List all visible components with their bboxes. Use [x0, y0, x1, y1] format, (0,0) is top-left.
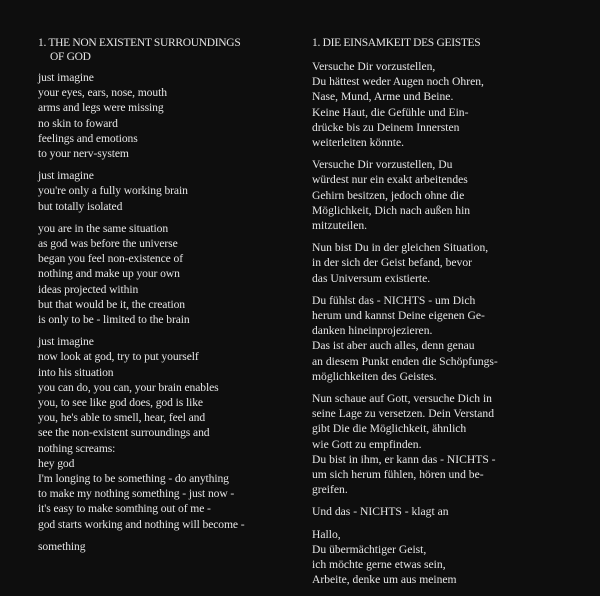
lyrics-line: seine Lage zu versetzen. Dein Verstand [312, 407, 494, 421]
lyrics-line: you are in the same situation [38, 221, 169, 235]
lyrics-line: to make my nothing something - just now - [38, 487, 235, 501]
lyrics-line: now look at god, try to put yourself [38, 350, 199, 364]
lyrics-stanza [312, 504, 574, 519]
lyrics-line: just imagine [38, 169, 94, 183]
lyrics-line: you can do, you can, your brain enables [38, 380, 219, 394]
lyrics-stanza [312, 293, 574, 384]
lyrics-line: hey god [38, 456, 75, 470]
lyrics-line: nothing screams: [38, 441, 116, 455]
lyrics-line: greifen. [312, 483, 348, 497]
german-song-title [312, 36, 574, 50]
lyrics-line: in der sich der Geist befand, bevor [312, 256, 473, 270]
lyrics-line: herum und kannst Deine eigenen Ge- [312, 309, 485, 323]
lyrics-line: Nase, Mund, Arme und Beine. [312, 90, 454, 104]
lyrics-line: um sich herum fühlen, hören und be- [312, 468, 484, 482]
title-line: 1. THE NON EXISTENT SURROUNDINGS [38, 37, 241, 49]
english-song-title [38, 36, 283, 64]
lyrics-line: Das ist aber auch alles, denn genau [312, 339, 475, 353]
lyrics-stanza [312, 527, 574, 588]
lyrics-stanza [312, 59, 574, 150]
lyrics-line: nothing and make up your own [38, 267, 180, 281]
lyrics-line: Hallo, [312, 527, 341, 541]
lyrics-line: god starts working and nothing will become - [38, 517, 245, 531]
lyrics-line: Versuche Dir vorzustellen, Du [312, 158, 453, 172]
lyrics-line: no skin to foward [38, 116, 118, 130]
title-line: OF GOD [50, 51, 91, 63]
lyrics-line: but totally isolated [38, 199, 123, 213]
lyrics-line: you're only a fully working brain [38, 184, 188, 198]
lyrics-stanza [38, 221, 283, 327]
lyrics-line: ideas projected within [38, 282, 139, 296]
lyrics-line: danken hineinprojezieren. [312, 324, 433, 338]
lyrics-line: Nun bist Du in der gleichen Situation, [312, 241, 489, 255]
lyrics-line: gibt Die die Möglichkeit, ähnlich [312, 422, 467, 436]
lyrics-line: into his situation [38, 365, 114, 379]
lyrics-stanza [38, 539, 283, 554]
title-line: 1. DIE EINSAMKEIT DES GEISTES [312, 37, 481, 49]
lyrics-line: Gehirn besitzen, jedoch ohne die [312, 188, 465, 202]
lyrics-line: Möglichkeit, Dich nach außen hin [312, 203, 471, 217]
lyrics-line: see the non-existent surroundings and [38, 426, 210, 440]
lyrics-line: to your nerv-system [38, 147, 129, 161]
german-lyrics-column [312, 36, 574, 595]
lyrics-line: just imagine [38, 71, 94, 84]
lyrics-line: something [38, 539, 86, 553]
lyrics-line: it's easy to make somthing out of me - [38, 502, 211, 516]
lyrics-line: drücke bis zu Deinem Innersten [312, 120, 460, 134]
lyrics-stanza [312, 391, 574, 497]
german-lyrics-body [312, 59, 574, 588]
english-lyrics-body [38, 70, 283, 554]
lyrics-line: is only to be - limited to the brain [38, 313, 190, 327]
lyrics-line: möglichkeiten des Geistes. [312, 369, 437, 383]
lyrics-stanza [38, 168, 283, 214]
lyrics-line: you, he's able to smell, hear, feel and [38, 411, 206, 425]
lyrics-line: Arbeite, denke um aus meinem [312, 573, 457, 587]
lyrics-line: Keine Haut, die Gefühle und Ein- [312, 105, 469, 119]
lyrics-line: just imagine [38, 335, 94, 349]
english-lyrics-column [38, 36, 283, 561]
lyrics-line: Du hättest weder Augen noch Ohren, [312, 75, 484, 89]
lyrics-line: began you feel non-existence of [38, 252, 183, 266]
lyrics-line: I'm longing to be something - do anything [38, 472, 229, 486]
lyrics-line: an diesem Punkt enden die Schöpfungs- [312, 354, 498, 368]
lyrics-line: wie Gott zu empfinden. [312, 437, 422, 451]
lyrics-line: you, to see like god does, god is like [38, 396, 203, 410]
lyrics-stanza [38, 334, 283, 532]
lyrics-line: but that would be it, the creation [38, 297, 185, 311]
lyrics-line: as god was before the universe [38, 237, 178, 251]
lyrics-line: arms and legs were missing [38, 101, 164, 115]
lyrics-line: ich möchte gerne etwas sein, [312, 558, 446, 572]
lyrics-line: feelings and emotions [38, 131, 138, 145]
lyrics-line: your eyes, ears, nose, mouth [38, 86, 167, 100]
lyrics-line: Du übermächtiger Geist, [312, 542, 427, 556]
lyrics-line: Du bist in ihm, er kann das - NICHTS - [312, 452, 496, 466]
lyrics-line: weiterleiten könnte. [312, 136, 405, 150]
lyrics-line: mitzuteilen. [312, 219, 368, 233]
lyrics-line: Versuche Dir vorzustellen, [312, 60, 436, 73]
lyrics-line: Du fühlst das - NICHTS - um Dich [312, 293, 476, 307]
lyrics-stanza [312, 240, 574, 286]
lyrics-line: Nun schaue auf Gott, versuche Dich in [312, 392, 492, 406]
lyrics-line: würdest nur ein exakt arbeitendes [312, 173, 468, 187]
lyrics-stanza [38, 70, 283, 161]
lyrics-line: Und das - NICHTS - klagt an [312, 505, 449, 519]
lyrics-stanza [312, 157, 574, 233]
lyrics-line: das Universum existierte. [312, 271, 431, 285]
